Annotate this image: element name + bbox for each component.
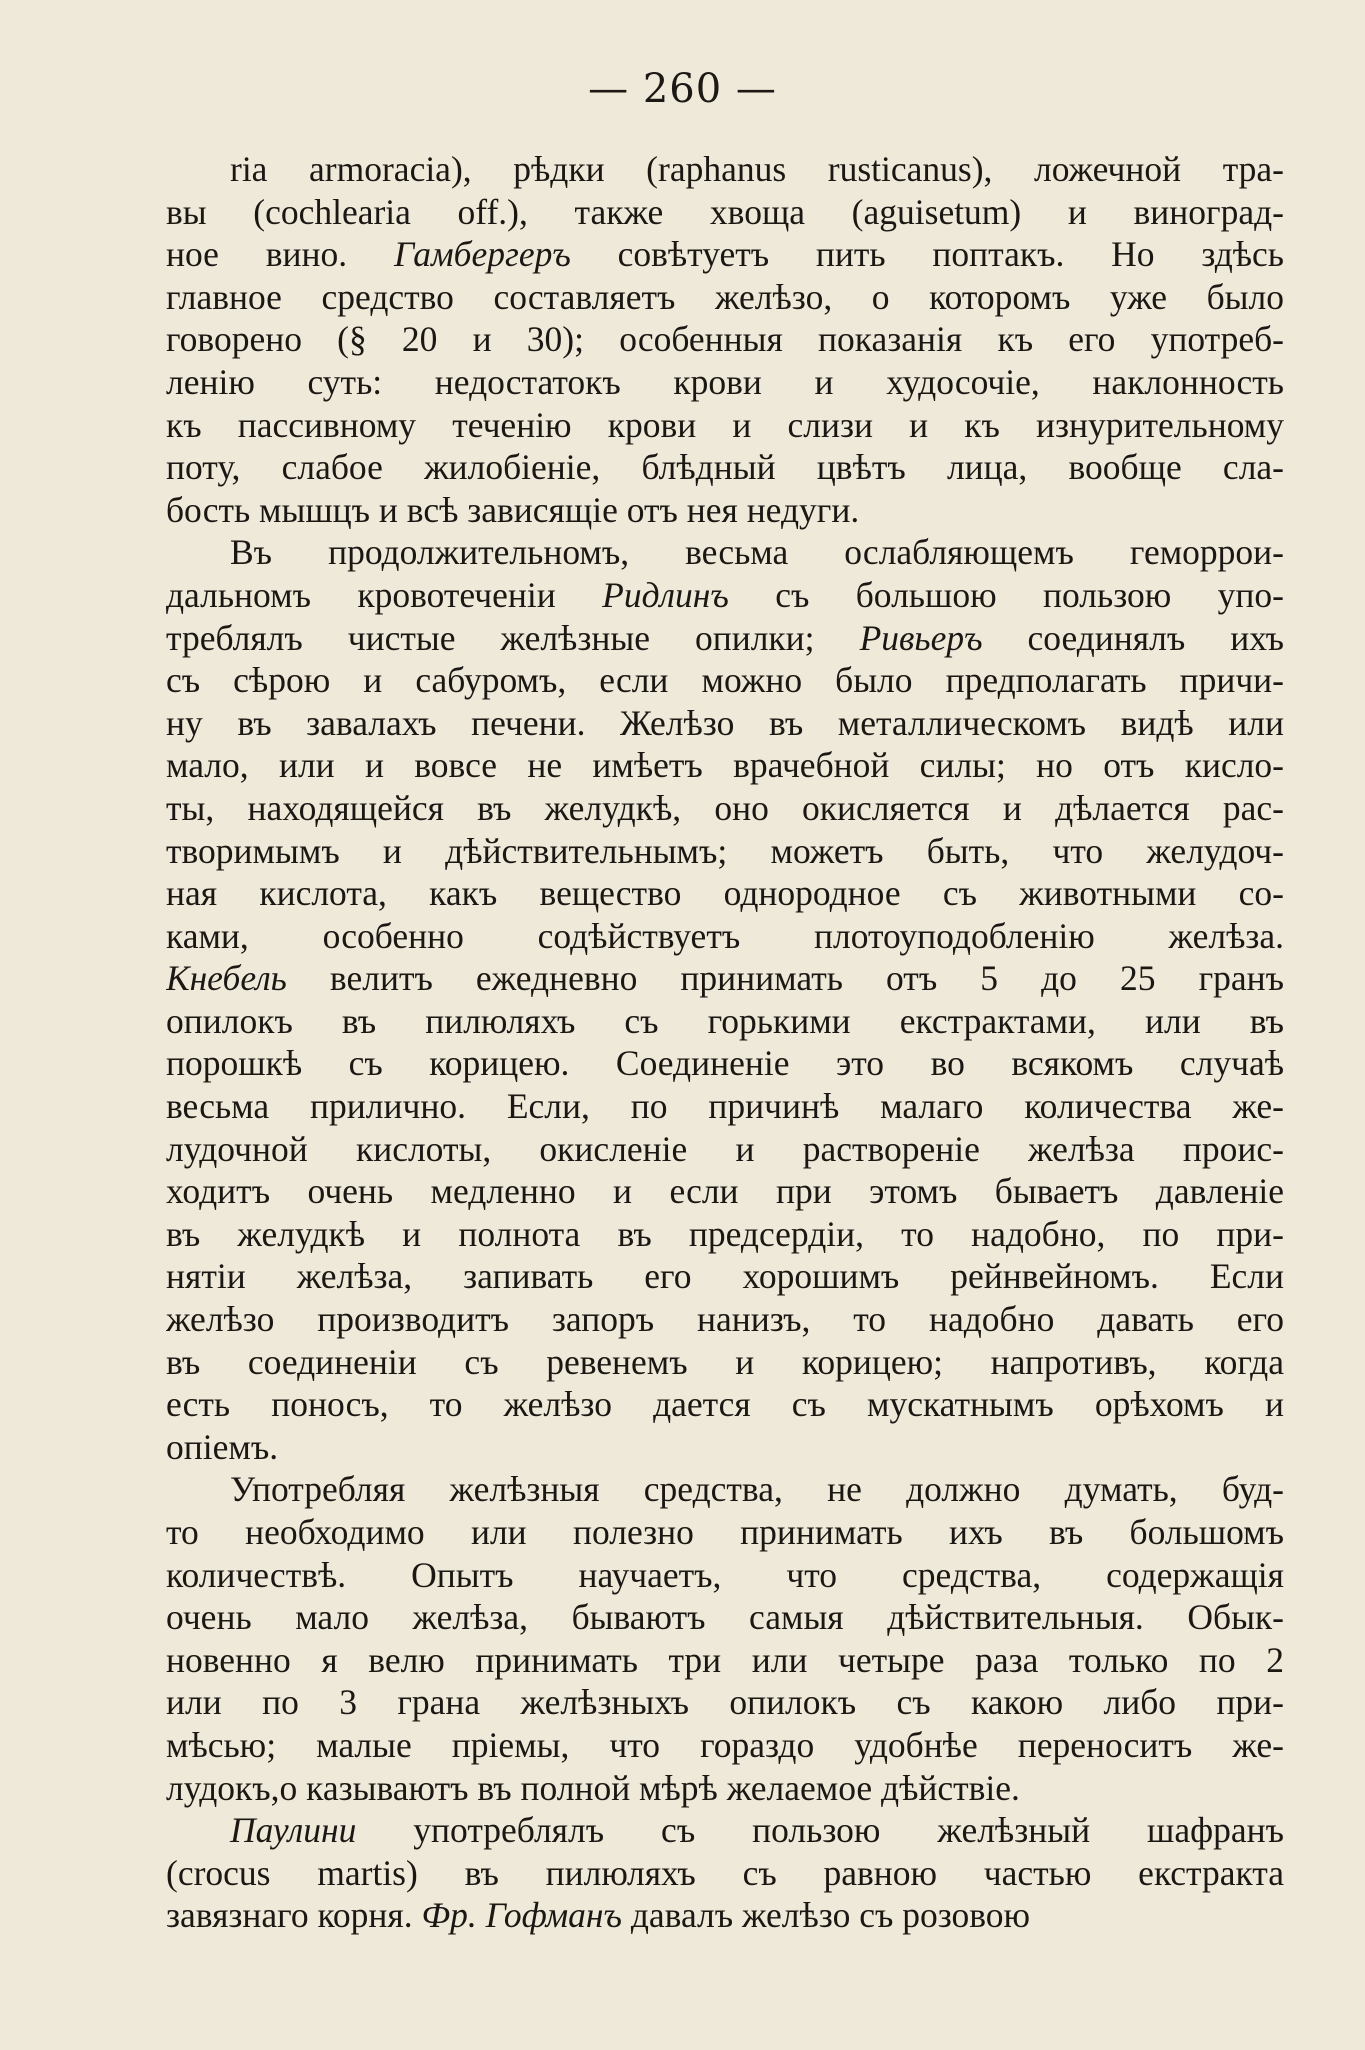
text-run: въ соединеніи съ ревенемъ и корицею; напротивъ, когда: [166, 1341, 1284, 1382]
text-line: [166, 1894, 1284, 1937]
text-line: [166, 1298, 1284, 1341]
text-run: вы (cochlearia off.), также хвоща (aguisetum) и виноград-: [166, 191, 1284, 232]
text-run: ria armoracia), рѣдки (raphanus rusticanus), ложечной тра-: [230, 149, 1284, 189]
text-run: къ пассивному теченію крови и слизи и къ изнурительному: [166, 404, 1284, 445]
text-line: [166, 702, 1284, 745]
text-run: опилокъ въ пилюляхъ съ горькими екстрактами, или въ: [166, 1000, 1284, 1041]
text-line: [166, 191, 1284, 234]
text-run: ну въ завалахъ печени. Желѣзо въ металлическомъ видѣ или: [166, 702, 1284, 743]
text-run: въ желудкѣ и полнота въ предсердіи, то надобно, по при-: [166, 1213, 1284, 1254]
text-line: [166, 1724, 1284, 1767]
text-run: ты, находящейся въ желудкѣ, оно окисляется и дѣлается рас-: [166, 787, 1284, 828]
text-run: порошкѣ съ корицею. Соединеніе это во всякомъ случаѣ: [166, 1043, 1284, 1084]
paragraph: [166, 148, 1284, 531]
text-run: или по 3 грана желѣзныхъ опилокъ съ какою либо при-: [166, 1682, 1284, 1723]
text-line: [166, 1511, 1284, 1554]
italic-name: Ридлинъ: [602, 574, 729, 615]
text-line: [166, 1852, 1284, 1895]
text-line: [166, 1426, 1284, 1469]
text-run: говорено (§ 20 и 30); особенныя показанія къ его употреб-: [166, 319, 1284, 360]
text-line: [166, 1681, 1284, 1724]
text-line: [166, 1128, 1284, 1171]
text-line: [166, 1468, 1284, 1511]
body-text: [166, 148, 1284, 1937]
text-line: [166, 361, 1284, 404]
text-run: давалъ желѣзо съ розовою: [621, 1895, 1031, 1936]
text-run: завязнаго корня.: [166, 1895, 422, 1936]
text-line: [166, 489, 1284, 532]
text-line: [166, 1341, 1284, 1384]
text-line: [166, 872, 1284, 915]
text-run: мало, или и вовсе не имѣетъ врачебной силы; но отъ кисло-: [166, 745, 1284, 786]
text-line: [166, 446, 1284, 489]
text-line: [166, 1042, 1284, 1085]
text-line: [166, 318, 1284, 361]
text-run: есть поносъ, то желѣзо дается съ мускатнымъ орѣхомъ и: [166, 1384, 1284, 1425]
italic-name: Кнебель: [166, 958, 287, 999]
text-run: мѣсью; малые пріемы, что гораздо удобнѣе переноситъ же-: [166, 1724, 1284, 1765]
italic-name: Ривьеръ: [859, 617, 983, 658]
text-run: ное вино.: [166, 234, 394, 275]
text-run: ленію суть: недостатокъ крови и худосочіе, наклонность: [166, 361, 1284, 402]
text-run: (crocus martis) въ пилюляхъ съ равною частью екстракта: [166, 1852, 1284, 1893]
text-run: съ сѣрою и сабуромъ, если можно было предполагать причи-: [166, 660, 1284, 701]
paragraph: [166, 531, 1284, 1468]
text-line: [166, 574, 1284, 617]
text-run: ходитъ очень медленно и если при этомъ бываетъ давленіе: [166, 1171, 1284, 1212]
text-line: [166, 1809, 1284, 1852]
text-line: [166, 1000, 1284, 1043]
text-line: [166, 1639, 1284, 1682]
text-run: лудочной кислоты, окисленіе и раствореніе желѣза проис-: [166, 1128, 1284, 1169]
text-run: ками, особенно содѣйствуетъ плотоуподобленію желѣза.: [166, 915, 1284, 956]
text-run: то необходимо или полезно принимать ихъ въ большомъ: [166, 1512, 1284, 1552]
text-line: [166, 276, 1284, 319]
text-line: [166, 531, 1284, 574]
text-run: совѣтуетъ пить поптакъ. Но здѣсь: [570, 234, 1284, 275]
text-run: желѣзо производитъ запоръ нанизъ, то надобно давать его: [166, 1299, 1284, 1340]
text-run: творимымъ и дѣйствительнымъ; можетъ быть, что желудоч-: [166, 830, 1284, 871]
text-line: [166, 1170, 1284, 1213]
text-line: [166, 148, 1284, 191]
text-line: [166, 744, 1284, 787]
text-run: лудокъ,о казываютъ въ полной мѣрѣ желаемое дѣйствіе.: [166, 1767, 1020, 1808]
text-line: [166, 915, 1284, 958]
text-run: нятіи желѣза, запивать его хорошимъ рейнвейномъ. Если: [166, 1256, 1284, 1297]
text-run: количествѣ. Опытъ научаетъ, что средства, содержащія: [166, 1554, 1284, 1595]
text-run: новенно я велю принимать три или четыре раза только по 2: [166, 1639, 1284, 1680]
text-run: Въ продолжительномъ, весьма ослабляющемъ геморрои-: [230, 532, 1284, 573]
text-run: дальномъ кровотеченіи: [166, 574, 603, 615]
text-run: весьма прилично. Если, по причинѣ малаго количества же-: [166, 1086, 1284, 1127]
text-line: [166, 830, 1284, 873]
italic-name: Фр. Гофманъ: [421, 1895, 622, 1936]
text-run: поту, слабое жилобіеніе, блѣдный цвѣтъ лица, вообще сла-: [166, 447, 1284, 488]
text-run: ная кислота, какъ вещество однородное съ животными со-: [166, 873, 1284, 914]
text-line: [166, 1213, 1284, 1256]
text-line: [166, 1554, 1284, 1597]
text-run: очень мало желѣза, бываютъ самыя дѣйствительныя. Обык-: [166, 1597, 1284, 1638]
text-line: [166, 233, 1284, 276]
text-line: [166, 1596, 1284, 1639]
text-run: главное средство составляетъ желѣзо, о которомъ уже было: [166, 276, 1284, 317]
text-line: [166, 957, 1284, 1000]
page-number: — 260 —: [588, 66, 777, 112]
text-line: [166, 1255, 1284, 1298]
text-run: употреблялъ съ пользою желѣзный шафранъ: [356, 1810, 1284, 1851]
text-line: [166, 1767, 1284, 1810]
text-line: [166, 404, 1284, 447]
text-line: [166, 787, 1284, 830]
text-run: съ большою пользою упо-: [728, 574, 1284, 615]
text-line: [166, 1383, 1284, 1426]
text-run: треблялъ чистые желѣзные опилки;: [166, 617, 860, 658]
italic-name: Гамбергеръ: [393, 234, 571, 275]
paragraph: [166, 1809, 1284, 1937]
text-run: велитъ ежедневно принимать отъ 5 до 25 гранъ: [286, 958, 1284, 999]
text-run: опіемъ.: [166, 1426, 279, 1467]
text-run: Употребляя желѣзныя средства, не должно думать, буд-: [230, 1469, 1284, 1510]
text-line: [166, 1085, 1284, 1128]
text-run: бость мышцъ и всѣ зависящіе отъ нея недуги.: [166, 489, 860, 530]
text-line: [166, 617, 1284, 660]
text-run: соединялъ ихъ: [982, 617, 1284, 658]
paragraph: [166, 1468, 1284, 1809]
text-line: [166, 659, 1284, 702]
italic-name: Паулини: [230, 1810, 357, 1851]
